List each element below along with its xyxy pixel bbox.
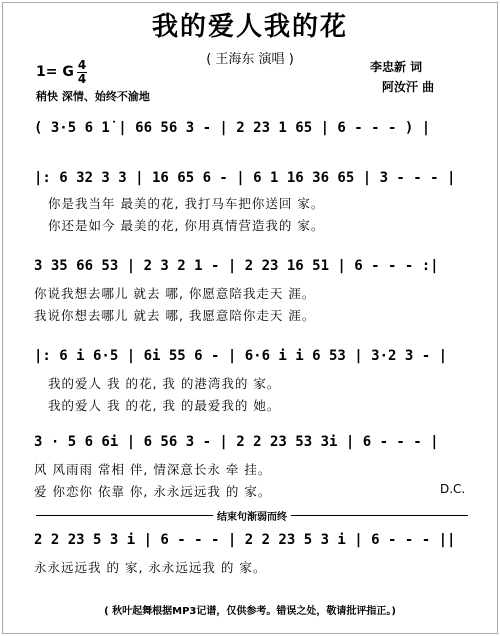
- tempo-marking: 稍快 深情、始终不渝地: [36, 90, 150, 103]
- performer-line: ( 王海东 演唱 ): [206, 52, 294, 67]
- lyric-row-4-verse-1: 我的爱人 我 的花, 我 的港湾我的 家。: [48, 376, 281, 391]
- lyricist-credit: 李忠新 词: [370, 60, 423, 74]
- lyric-row-6-verse-1: 永永远远我 的 家, 永永远远我 的 家。: [34, 560, 267, 575]
- notation-row-3: 3 35 66 53 | 2 3 2 1 - | 2 23 16 51 | 6 - - - :|: [34, 258, 439, 274]
- notation-row-5: 3 · 5 6 6i | 6 56 3 - | 2 2 23 53 3i | 6 - - - |: [34, 434, 439, 450]
- da-capo-mark: D.C.: [440, 482, 466, 496]
- ending-label: 结束句渐弱而终: [213, 512, 291, 523]
- key-signature: 1= G: [36, 64, 74, 80]
- lyric-row-3-verse-2: 我说你想去哪儿 就去 哪, 我愿意陪你走天 涯。: [34, 308, 316, 323]
- lyric-row-3-verse-1: 你说我想去哪儿 就去 哪, 你愿意陪我走天 涯。: [34, 286, 316, 301]
- lyric-row-4-verse-2: 我的爱人 我 的花, 我 的最爱我的 她。: [48, 398, 281, 413]
- song-title: 我的爱人我的花: [151, 12, 348, 42]
- lyric-row-2-verse-2: 你还是如今 最美的花, 你用真情营造我的 家。: [48, 218, 325, 233]
- notation-row-1: ( 3·5 6 1̇ | 66 56 3 - | 2 23 1 65 | 6 - - - ) |: [34, 120, 431, 136]
- composer-credit: 阿汝汗 曲: [382, 80, 435, 94]
- transcription-footnote: ( 秋叶起舞根据MP3记谱，仅供参考。错误之处，敬请批评指正。): [104, 606, 396, 617]
- time-signature-top: 4: [77, 58, 87, 72]
- ending-bracket: [36, 508, 468, 522]
- notation-row-6: 2 2 23 5 3 i | 6 - - - | 2 2 23 5 3 i | 6 - - - ||: [34, 532, 456, 548]
- lyric-row-5-verse-1: 风 风雨雨 常相 伴, 情深意长永 牵 挂。: [34, 462, 272, 477]
- notation-row-4: |: 6 i 6·5 | 6i 55 6 - | 6·6 i i 6 53 | 3·2 3 - |: [34, 348, 448, 364]
- notation-row-2: |: 6 32 3 3 | 16 65 6 - | 6 1 16 36 65 | 3 - - - |: [34, 170, 456, 186]
- time-signature: [76, 60, 88, 85]
- lyric-row-2-verse-1: 你是我当年 最美的花, 我打马车把你送回 家。: [48, 196, 325, 211]
- lyric-row-5-verse-2: 爱 你恋你 依靠 你, 永永远远我 的 家。: [34, 484, 272, 499]
- time-signature-bottom: 4: [77, 72, 87, 86]
